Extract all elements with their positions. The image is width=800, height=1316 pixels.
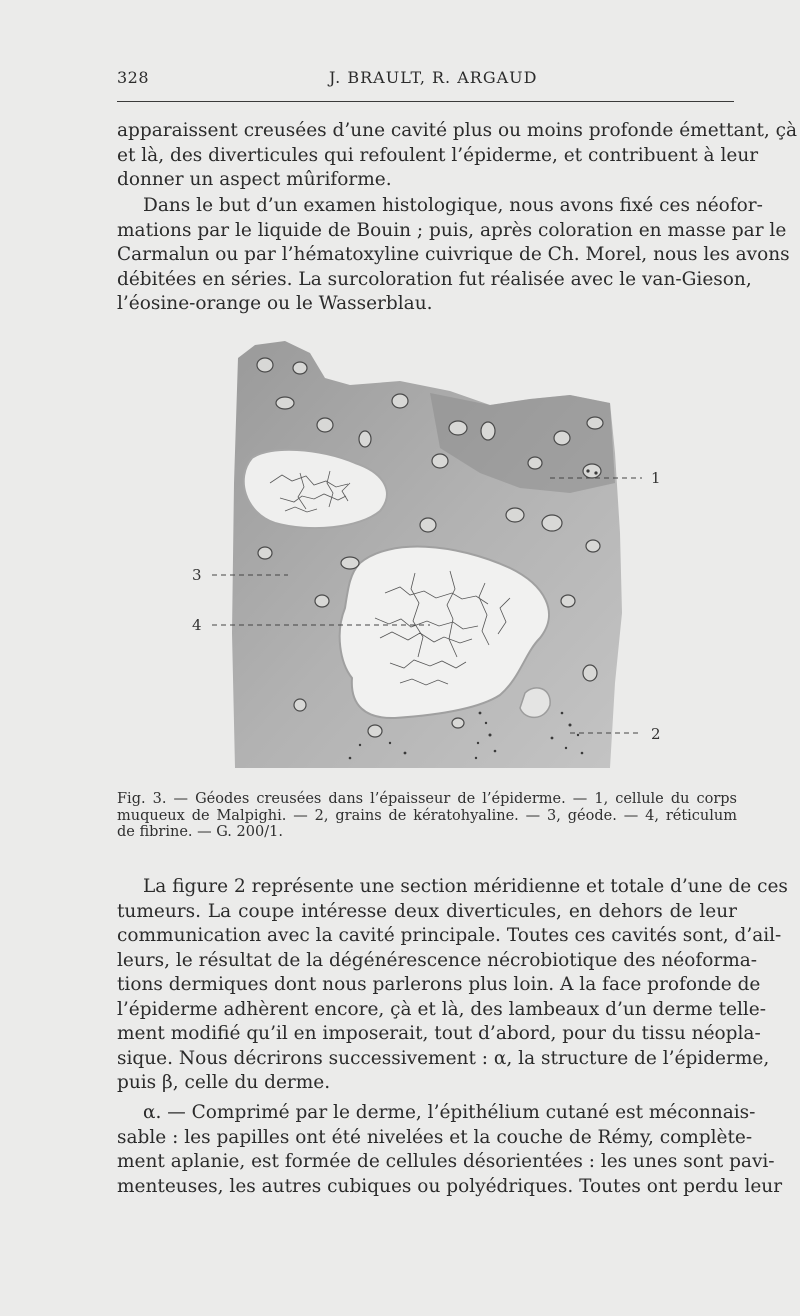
text-line: l’éosine-orange ou le Wasserblau.: [117, 293, 433, 314]
text-line: sique. Nous décrirons successivement : α, la structure de l’épiderme,: [117, 1047, 770, 1069]
paragraph-3: [117, 875, 788, 1096]
paragraph-4: [117, 1101, 783, 1199]
caption-line: de fibrine. — G. 200/1.: [117, 824, 283, 840]
figure-label-3: 3: [192, 566, 202, 584]
text-line: mations par le liquide de Bouin ; puis, après coloration en masse par le: [117, 219, 787, 241]
text-line: puis β, celle du derme.: [117, 1072, 331, 1093]
figure-label-4: 4: [192, 616, 202, 634]
text-line: l’épiderme adhèrent encore, çà et là, des lambeaux d’un derme telle-: [117, 998, 766, 1020]
text-line: et là, des diverticules qui refoulent l’épiderme, et contribuent à leur: [117, 144, 759, 166]
text-line: ment aplanie, est formée de cellules désorientées : les unes sont pavi-: [117, 1151, 775, 1172]
text-line: α. — Comprimé par le derme, l’épithélium cutané est méconnais-: [143, 1102, 756, 1123]
figure-label-1: 1: [651, 469, 661, 487]
text-line: Carmalun ou par l’hématoxyline cuivrique de Ch. Morel, nous les avons: [117, 244, 790, 265]
histology-illustration: [190, 333, 670, 775]
text-line: tions dermiques dont nous parlerons plus loin. A la face profonde de: [117, 974, 761, 995]
text-line: communication avec la cavité principale. Toutes ces cavités sont, d’ail-: [117, 925, 782, 946]
running-title: J. BRAULT, R. ARGAUD: [329, 68, 538, 87]
figure-label-2: 2: [651, 725, 661, 743]
text-line: ment modifié qu’il en imposerait, tout d’abord, pour du tissu néopla-: [117, 1023, 761, 1044]
text-line: Dans le but d’un examen histologique, nous avons fixé ces néofor-: [143, 195, 763, 216]
figure-caption: [117, 791, 737, 841]
paragraph-2: [117, 194, 790, 317]
text-line: donner un aspect mûriforme.: [117, 169, 392, 190]
text-line: La figure 2 représente une section méridienne et totale d’une de ces: [143, 876, 788, 897]
text-line: apparaissent creusées d’une cavité plus ou moins profonde émettant, çà: [117, 120, 798, 141]
text-line: menteuses, les autres cubiques ou polyédriques. Toutes ont perdu leur: [117, 1175, 783, 1197]
page-number: 328: [117, 68, 150, 87]
paragraph-1: [117, 119, 798, 193]
text-line: tumeurs. La coupe intéresse deux diverticules, en dehors de leur: [117, 900, 737, 922]
text-line: leurs, le résultat de la dégénérescence nécrobiotique des néoforma-: [117, 949, 758, 971]
caption-line: muqueux de Malpighi. — 2, grains de kératohyaline. — 3, géode. — 4, réticulum: [117, 807, 737, 824]
text-line: sable : les papilles ont été nivelées et la couche de Rémy, complète-: [117, 1126, 753, 1148]
header-rule: [117, 101, 734, 102]
caption-line: Fig. 3. — Géodes creusées dans l’épaisseur de l’épiderme. — 1, cellule du corps: [117, 791, 737, 807]
text-line: débitées en séries. La surcoloration fut réalisée avec le van-Gieson,: [117, 268, 752, 290]
histology-figure: [190, 333, 670, 775]
running-header: [117, 68, 734, 92]
